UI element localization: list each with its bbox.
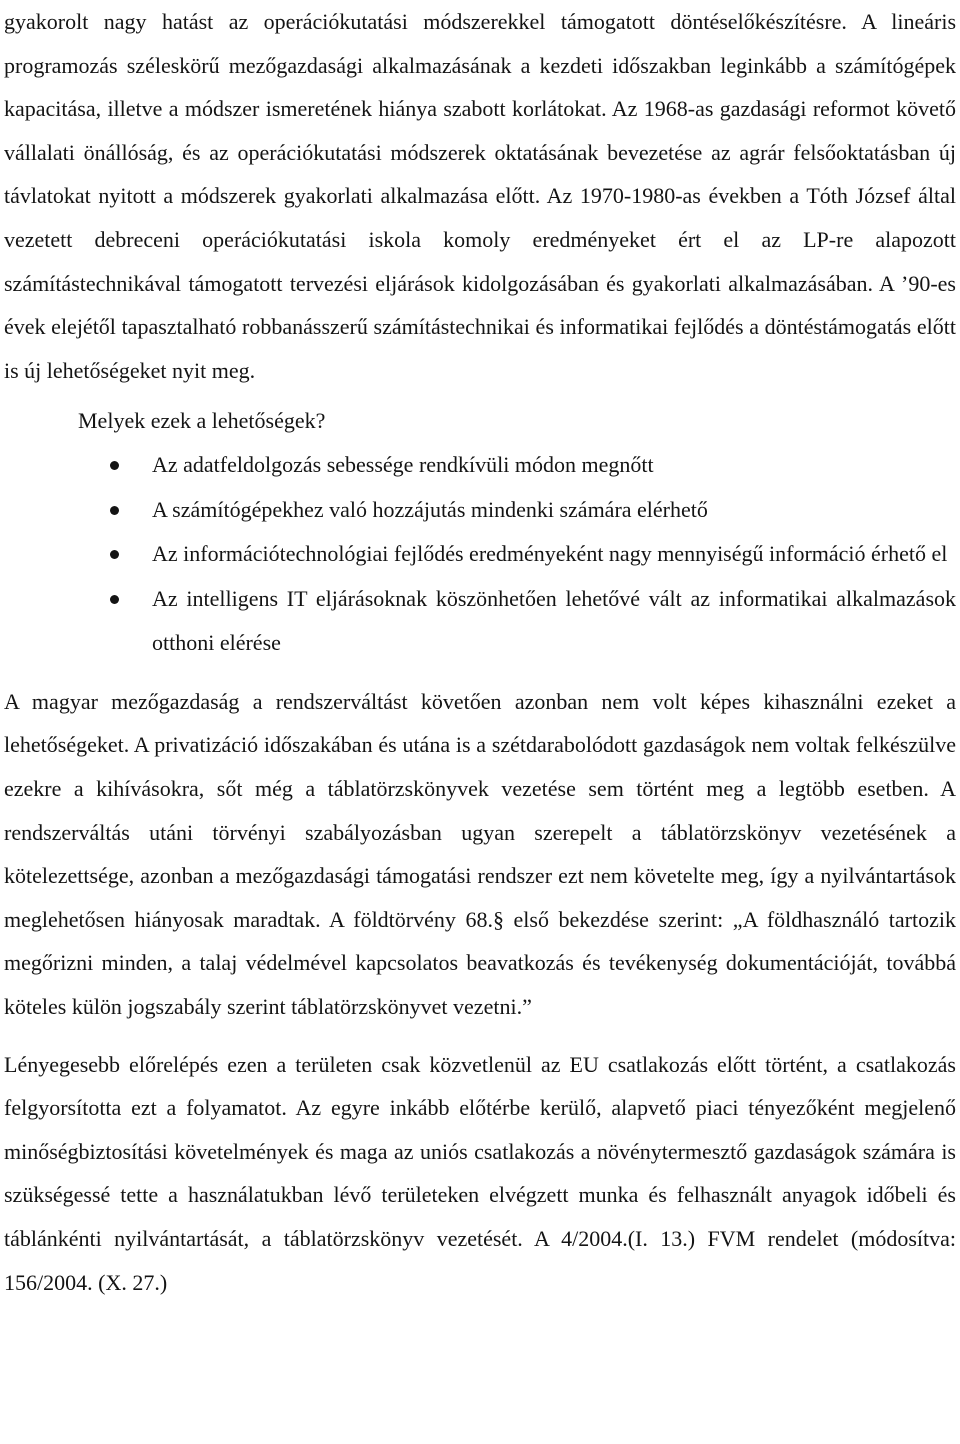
list-item-text: Az intelligens IT eljárásoknak köszönhetően lehetővé vált az informatikai alkalmazások otthoni elérése	[152, 585, 956, 656]
bullet-icon	[110, 595, 119, 604]
bullet-icon	[110, 506, 119, 515]
list-item	[4, 488, 956, 533]
bullet-icon	[110, 550, 119, 559]
list-item	[4, 443, 956, 488]
paragraph-eu-accession: Lényegesebb előrelépés ezen a területen csak közvetlenül az EU csatlakozás előtt történt, a csatlakozás felgyorsította ezt a folyamatot. Az egyre inkább előtérbe kerülő, alapvető piaci tényezőként megjelenő minőségbiztosítási követelmények és maga az uniós csatlakozás a növénytermesztő gazdaságok számára is szükségessé tette a használatukban lévő területeken elvégzett munka és felhasznált anyagok időbeli és táblánkénti nyilvántartását, a táblatörzskönyv vezetését. A 4/2004.(I. 13.) FVM rendelet (módosítva: 156/2004. (X. 27.)	[4, 1051, 956, 1295]
document-page	[4, 0, 956, 1304]
list-item-text: A számítógépekhez való hozzájutás mindenki számára elérhető	[152, 496, 708, 522]
list-item-text: Az információtechnológiai fejlődés eredményeként nagy mennyiségű információ érhető el	[152, 541, 948, 567]
question-heading: Melyek ezek a lehetőségek?	[78, 408, 326, 434]
list-item	[4, 577, 956, 666]
bullet-list	[4, 443, 956, 666]
bullet-icon	[110, 461, 119, 470]
list-item-text: Az adatfeldolgozás sebessége rendkívüli módon megnőtt	[152, 452, 654, 478]
spacer	[4, 1029, 956, 1043]
paragraph-operations-research: gyakorolt nagy hatást az operációkutatási módszerekkel támogatott döntéselőkészítésre. A lineáris programozás széleskörű mezőgazdasági alkalmazásának a kezdeti időszakban leginkább a számítógépek kapacitása, illetve a módszer ismeretének hiánya szabott korlátokat. Az 1968-as gazdasági reformot követő vállalati önállóság, és az operációkutatási módszerek oktatásának bevezetése az agrár felsőoktatásban új távlatokat nyitott a módszerek gyakorlati alkalmazása előtt. Az 1970-1980-as években a Tóth József által vezetett debreceni operációkutatási iskola komoly eredményeket ért el az LP-re alapozott számítástechnikával támogatott tervezési eljárások kidolgozásában és gyakorlati alkalmazásában. A ’90-es évek elejétől tapasztalható robbanásszerű számítástechnikai és informatikai fejlődés a döntéstámogatás előtt is új lehetőségeket nyit meg.	[4, 9, 956, 383]
list-item	[4, 532, 956, 577]
spacer	[4, 666, 956, 680]
paragraph-regime-change: A magyar mezőgazdaság a rendszerváltást követően azonban nem volt képes kihasználni ezeket a lehetőségeket. A privatizáció időszakában és utána is a szétdarabolódott gazdaságok nem voltak felkészülve ezekre a kihívásokra, sőt még a táblatörzskönyvek vezetése sem történt meg a legtöbb esetben. A rendszerváltás utáni törvényi szabályozásban ugyan szerepelt a táblatörzskönyv vezetésének a kötelezettsége, azonban a mezőgazdasági támogatási rendszer ezt nem követelte meg, így a nyilvántartások meglehetősen hiányosak maradtak. A földtörvény 68.§ első bekezdése szerint: „A földhasználó tartozik megőrizni minden, a talaj védelmével kapcsolatos beavatkozás és tevékenység dokumentációját, továbbá köteles külön jogszabály szerint táblatörzskönyvet vezetni.”	[4, 688, 956, 1019]
